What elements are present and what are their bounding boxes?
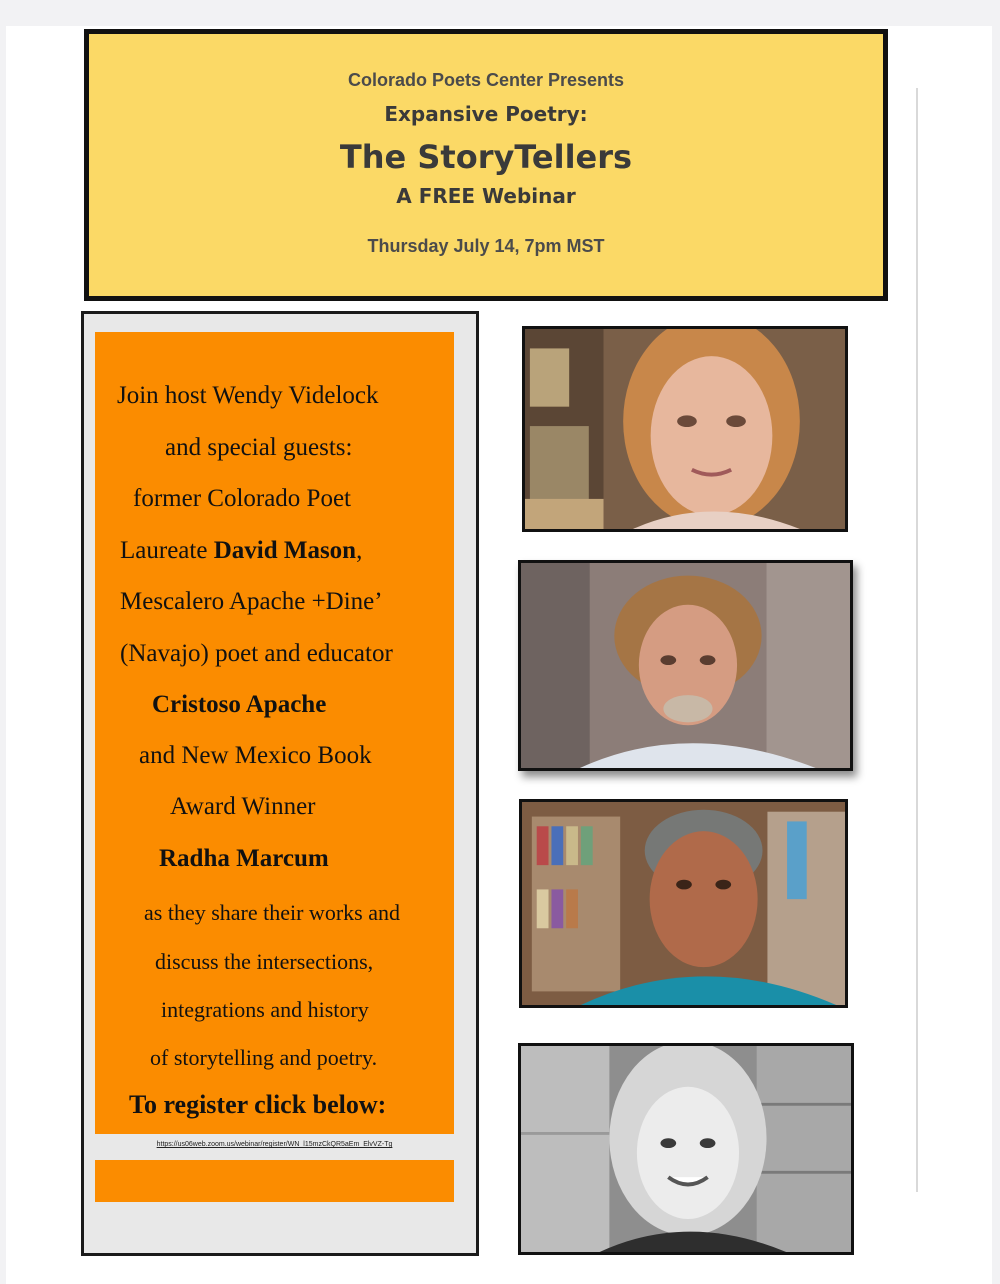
panel-line-1: Join host Wendy Videlock: [117, 382, 379, 409]
radha-marcum-photo-art: [521, 1046, 851, 1252]
panel-line-5: Mescalero Apache +Dine’: [120, 588, 383, 615]
panel-line-3: former Colorado Poet: [133, 485, 352, 512]
panel-line-11: as they share their works and: [144, 900, 400, 925]
panel-line-13: integrations and history: [161, 997, 369, 1022]
panel-line-14: of storytelling and poetry.: [150, 1045, 378, 1070]
radha-marcum-photo: [518, 1043, 854, 1255]
guest-name-cristoso-apache: Cristoso Apache: [152, 691, 327, 718]
panel-line-6: (Navajo) poet and educator: [120, 640, 393, 667]
cristoso-apache-photo-art: [522, 802, 845, 1005]
cristoso-apache-photo: [519, 799, 848, 1008]
panel-line-12: discuss the intersections,: [155, 949, 374, 974]
david-mason-photo-art: [521, 563, 850, 768]
guest-name-david-mason: David Mason: [213, 537, 357, 564]
presenter-text: Colorado Poets Center Presents: [347, 70, 625, 90]
panel-line-4: [95, 537, 479, 565]
panel-line-9: Award Winner: [170, 793, 316, 820]
page-edge-line: [916, 88, 918, 1192]
event-title: The StoryTellers: [339, 138, 633, 176]
panel-line-8: and New Mexico Book: [139, 742, 372, 769]
series-title: Expansive Poetry:: [384, 102, 588, 126]
host-photo-art: [525, 329, 845, 529]
register-heading: To register click below:: [129, 1090, 387, 1119]
panel-line-4-prefix: Laureate: [120, 537, 214, 564]
event-banner: [84, 29, 888, 301]
event-date: Thursday July 14, 7pm MST: [367, 236, 605, 256]
registration-link[interactable]: https://us06web.zoom.us/webinar/register/WN_l15mzCkQR5aEm_ElvVZ-Tg: [156, 1141, 393, 1148]
host-photo: [522, 326, 848, 532]
guest-name-radha-marcum: Radha Marcum: [159, 845, 329, 872]
david-mason-photo: [518, 560, 853, 771]
orange-footer-strip: [95, 1160, 454, 1202]
panel-line-2: and special guests:: [165, 434, 353, 461]
panel-line-4-comma: ,: [356, 537, 363, 564]
event-subtitle: A FREE Webinar: [396, 184, 576, 208]
